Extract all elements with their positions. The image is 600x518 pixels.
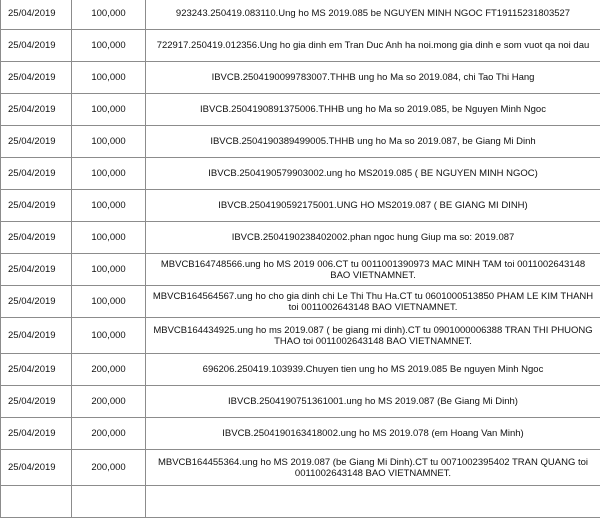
table-row [1,158,600,190]
date-cell: 25/04/2019 [1,386,72,418]
amount-cell: 100,000 [72,94,146,126]
table-row [1,0,600,30]
amount-cell: 100,000 [72,30,146,62]
date-cell: 25/04/2019 [1,418,72,450]
description-cell: MBVCB164564567.ung ho cho gia dinh chi Le Thi Thu Ha.CT tu 0601000513850 PHAM LE KIM THANH toi 0011002643148 BAO VIETNAMNET. [146,286,600,318]
description-cell: 696206.250419.103939.Chuyen tien ung ho MS 2019.085 Be nguyen Minh Ngoc [146,354,600,386]
amount-cell: 100,000 [72,126,146,158]
amount-cell: 200,000 [72,354,146,386]
date-cell: 25/04/2019 [1,190,72,222]
description-cell: 722917.250419.012356.Ung ho gia dinh em Tran Duc Anh ha noi.mong gia dinh e som vuot qa noi dau [146,30,600,62]
table-row [1,418,600,450]
date-cell: 25/04/2019 [1,126,72,158]
description-cell: IBVCB.2504190099783007.THHB ung ho Ma so 2019.084, chi Tao Thi Hang [146,62,600,94]
table-row [1,354,600,386]
table-row [1,254,600,286]
date-cell: 25/04/2019 [1,222,72,254]
description-cell: 923243.250419.083110.Ung ho MS 2019.085 be NGUYEN MINH NGOC FT19115231803527 [146,0,600,30]
amount-cell: 100,000 [72,190,146,222]
date-cell: 25/04/2019 [1,286,72,318]
table-row [1,286,600,318]
date-cell: 25/04/2019 [1,254,72,286]
description-cell: MBVCB164748566.ung ho MS 2019 006.CT tu 0011001390973 MAC MINH TAM toi 0011002643148 BAO VIETNAMNET. [146,254,600,286]
amount-cell: 100,000 [72,222,146,254]
date-cell: 25/04/2019 [1,318,72,354]
amount-cell: 100,000 [72,158,146,190]
date-cell: 25/04/2019 [1,30,72,62]
amount-cell: 100,000 [72,254,146,286]
description-cell: IBVCB.2504190163418002.ung ho MS 2019.078 (em Hoang Van Minh) [146,418,600,450]
description-cell: IBVCB.2504190891375006.THHB ung ho Ma so 2019.085, be Nguyen Minh Ngoc [146,94,600,126]
date-cell: 25/04/2019 [1,158,72,190]
table-row [1,94,600,126]
amount-cell: 100,000 [72,286,146,318]
date-cell: 25/04/2019 [1,354,72,386]
table-row [1,318,600,354]
description-cell: MBVCB164434925.ung ho ms 2019.087 ( be giang mi dinh).CT tu 0901000006388 TRAN THI PHUONG THAO toi 0011002643148 BAO VIETNAMNET. [146,318,600,354]
description-cell: MBVCB164455364.ung ho MS 2019.087 (be Giang Mi Dinh).CT tu 0071002395402 TRAN QUANG toi 0011002643148 BAO VIETNAMNET. [146,450,600,486]
table-row [1,62,600,94]
table-row [1,222,600,254]
table-row [1,126,600,158]
description-cell: IBVCB.2504190579903002.ung ho MS2019.085 ( BE NGUYEN MINH NGOC) [146,158,600,190]
description-cell: IBVCB.2504190238402002.phan ngoc hung Giup ma so: 2019.087 [146,222,600,254]
amount-cell: 200,000 [72,418,146,450]
description-cell: IBVCB.2504190389499005.THHB ung ho Ma so 2019.087, be Giang Mi Dinh [146,126,600,158]
description-cell: IBVCB.2504190751361001.ung ho MS 2019.087 (Be Giang Mi Dinh) [146,386,600,418]
date-cell: 25/04/2019 [1,62,72,94]
date-cell: 25/04/2019 [1,450,72,486]
date-cell: 25/04/2019 [1,94,72,126]
table-row [1,450,600,486]
amount-cell: 100,000 [72,0,146,30]
amount-cell: 100,000 [72,62,146,94]
table-row [1,386,600,418]
table-row [1,30,600,62]
amount-cell: 200,000 [72,386,146,418]
amount-cell: 100,000 [72,318,146,354]
table-row [1,190,600,222]
amount-cell: 200,000 [72,450,146,486]
date-cell: 25/04/2019 [1,0,72,30]
description-cell: IBVCB.2504190592175001.UNG HO MS2019.087 ( BE GIANG MI DINH) [146,190,600,222]
